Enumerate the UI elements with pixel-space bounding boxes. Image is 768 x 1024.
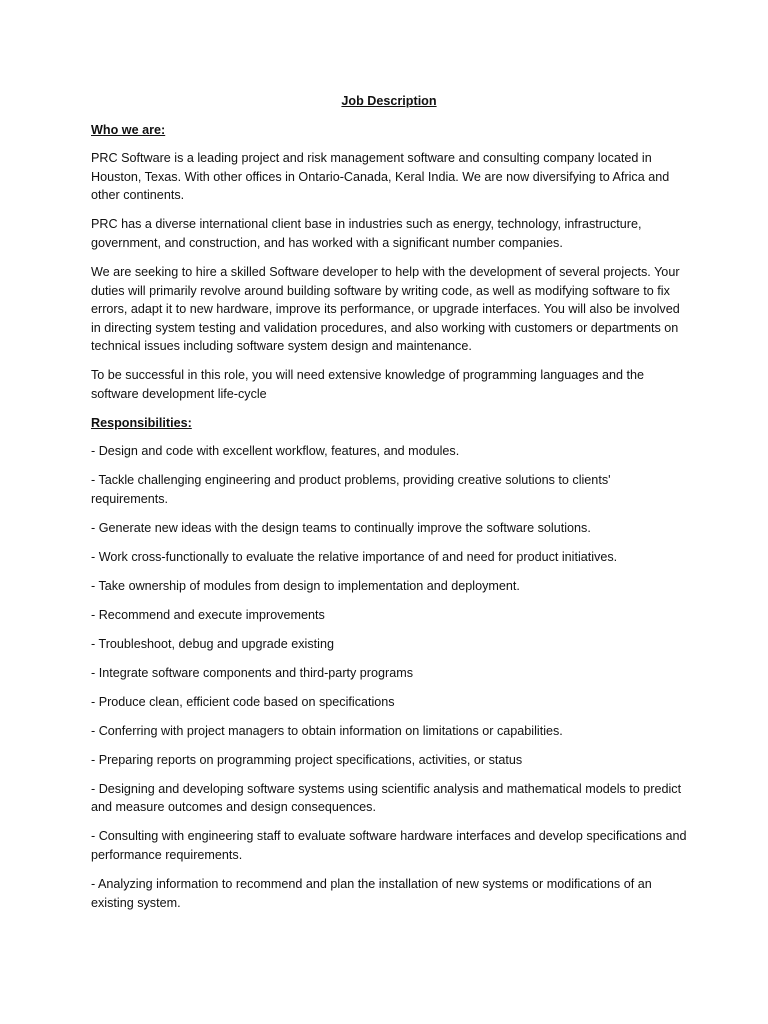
document-title: Job Description [341,94,437,108]
responsibility-item: - Integrate software components and third-party programs [91,665,413,680]
who-we-are-heading: Who we are: [91,122,166,137]
responsibility-item: - Conferring with project managers to obtain information on limitations or capabilities. [91,723,563,738]
intro-paragraph: PRC has a diverse international client base in industries such as energy, technology, infrastructure, government, and construction, and has worked with a significant number companies. [91,217,642,250]
intro-paragraph: We are seeking to hire a skilled Software developer to help with the development of several projects. Your duties will primarily revolve around building software by writing code, as well as modifying software to fix errors, adapt it to new hardware, improve its performance, or upgrade interfaces. You will also be involved in directing system testing and validation procedures, and also working with customers or departments on technical issues including software system design and maintenance. [91,264,680,354]
responsibility-item: - Take ownership of modules from design to implementation and deployment. [91,579,520,593]
responsibility-item: - Produce clean, efficient code based on specifications [91,694,395,709]
responsibility-item: - Generate new ideas with the design teams to continually improve the software solutions. [91,521,591,536]
intro-paragraph: PRC Software is a leading project and risk management software and consulting company located in Houston, Texas. With other offices in Ontario-Canada, Keral India. We are now diversifying to Africa and other continents. [91,151,670,203]
responsibility-item: - Troubleshoot, debug and upgrade existing [91,636,334,651]
responsibility-item: - Work cross-functionally to evaluate the relative importance of and need for product initiatives. [91,550,618,565]
responsibility-item: - Designing and developing software systems using scientific analysis and mathematical models to predict and measure outcomes and design consequences. [91,781,682,815]
responsibility-item: - Tackle challenging engineering and product problems, providing creative solutions to clients' requirements. [91,473,611,507]
responsibility-item: - Design and code with excellent workflow, features, and modules. [91,444,460,459]
document-body [91,92,687,923]
intro-paragraph: To be successful in this role, you will need extensive knowledge of programming languages and the software development life-cycle [91,368,645,401]
responsibility-item: - Preparing reports on programming project specifications, activities, or status [91,752,523,767]
responsibility-item: - Consulting with engineering staff to evaluate software hardware interfaces and develop specifications and performance requirements. [91,829,687,863]
responsibility-item: - Analyzing information to recommend and plan the installation of new systems or modifications of an existing system. [91,877,652,910]
responsibility-item: - Recommend and execute improvements [91,607,325,622]
responsibilities-heading: Responsibilities: [91,415,192,430]
